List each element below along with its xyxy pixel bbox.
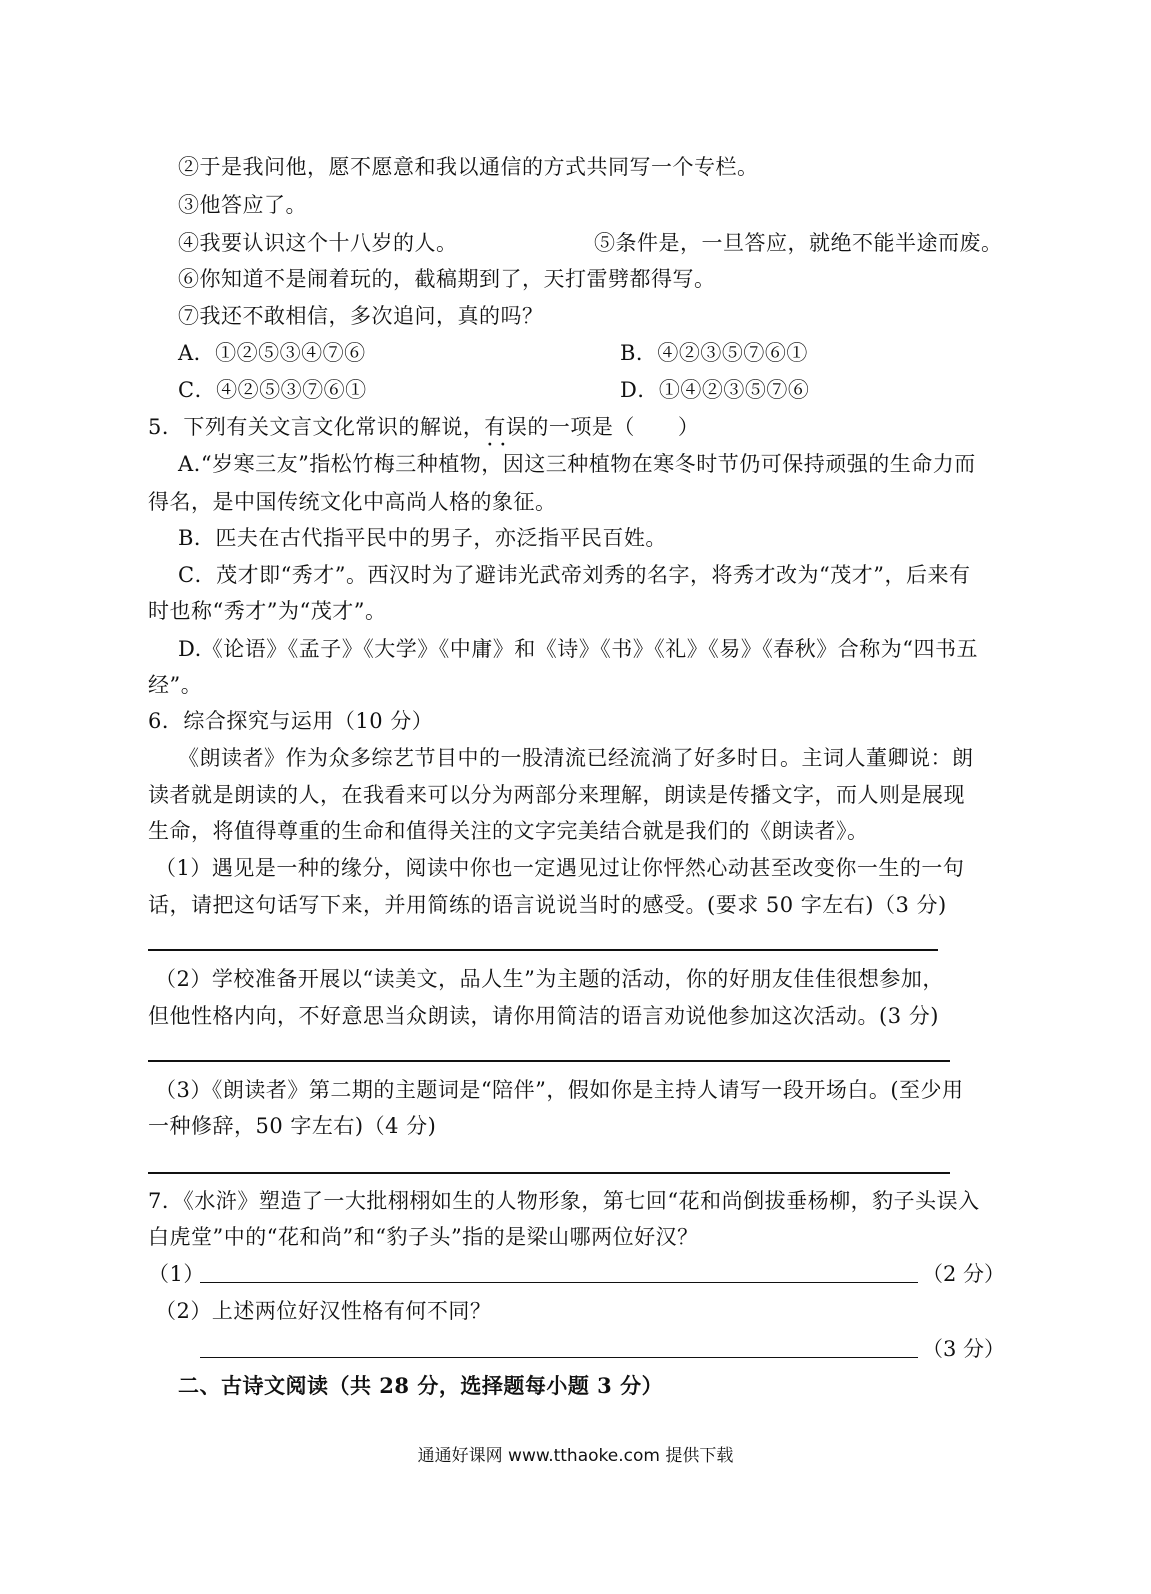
section-2-heading: 二、古诗文阅读（共 28 分，选择题每小题 3 分） (178, 1373, 664, 1398)
q5-option-b: B．匹夫在古代指平民中的男子，亦泛指平民百姓。 (178, 526, 667, 550)
q7-sub2-label: （2）上述两位好汉性格有何不同？ (155, 1299, 492, 1323)
q4-option-a: A．①②⑤③④⑦⑥ (178, 341, 366, 365)
q6-sub3-answer-line[interactable] (148, 1172, 950, 1174)
q6-para-line1: 《朗读者》作为众多综艺节目中的一股清流已经流淌了好多时日。主词人董卿说：朗 (178, 746, 974, 770)
q7-sub1-label: （1） (148, 1262, 205, 1286)
q7-sub2-score: （3 分） (922, 1337, 1006, 1361)
q6-sub1-line2: 话，请把这句话写下来，并用简练的语言说说当时的感受。(要求 50 字左右)（3 分) (148, 893, 947, 917)
q5-stem-post: 的一项是（ ） (527, 415, 700, 439)
q7-stem-line2: 白虎堂”中的“花和尚”和“豹子头”指的是梁山哪两位好汉？ (148, 1225, 699, 1249)
q6-para-line3: 生命，将值得尊重的生命和值得关注的文字完美结合就是我们的《朗读者》。 (148, 819, 869, 843)
q5-option-a-line1: A.“岁寒三友”指松竹梅三种植物，因这三种植物在寒冬时节仍可保持顽强的生命力而 (178, 452, 976, 476)
q6-sub1-line1: （1）遇见是一种的缘分，阅读中你也一定遇见过让你怦然心动甚至改变你一生的一句 (155, 856, 965, 880)
q4-sentence-2: ②于是我问他，愿不愿意和我以通信的方式共同写一个专栏。 (178, 155, 759, 179)
q4-option-b: B．④②③⑤⑦⑥① (620, 341, 808, 365)
q5-option-d-line1: D.《论语》《孟子》《大学》《中庸》和《诗》《书》《礼》《易》《春秋》合称为“四书五 (178, 637, 978, 661)
q5-option-d-line2: 经”。 (148, 673, 203, 697)
q5-option-c-line2: 时也称“秀才”为“茂才”。 (148, 599, 387, 623)
q5-stem (148, 412, 699, 442)
q6-sub1-answer-line[interactable] (148, 949, 938, 951)
q5-option-c-line1: C．茂才即“秀才”。西汉时为了避讳光武帝刘秀的名字，将秀才改为“茂才”，后来有 (178, 563, 971, 587)
q6-sub3-line1: （3）《朗读者》第二期的主题词是“陪伴”，假如你是主持人请写一段开场白。(至少用 (155, 1078, 964, 1102)
q5-stem-pre: 5．下列有关文言文化常识的解说， (148, 415, 485, 439)
q5-stem-emphasis: 有误 ·· (484, 415, 527, 439)
q4-sentence-6: ⑥你知道不是闹着玩的，截稿期到了，天打雷劈都得写。 (178, 267, 716, 291)
q6-para-line2: 读者就是朗读的人，在我看来可以分为两部分来理解，朗读是传播文字，而人则是展现 (148, 783, 965, 807)
q6-sub2-line1: （2）学校准备开展以“读美文，品人生”为主题的活动，你的好朋友佳佳很想参加， (155, 967, 944, 991)
q7-sub1-score: （2 分） (922, 1262, 1006, 1286)
q4-sentence-4: ④我要认识这个十八岁的人。 (178, 231, 458, 255)
page-footer: 通通好课网 www.tthaoke.com 提供下载 (417, 1446, 734, 1466)
q6-sub3-line2: 一种修辞，50 字左右)（4 分) (148, 1114, 437, 1138)
q7-stem-line1: 7．《水浒》塑造了一大批栩栩如生的人物形象，第七回“花和尚倒拔垂杨柳，豹子头误入 (148, 1189, 980, 1213)
q6-sub2-line2: 但他性格内向，不好意思当众朗读，请你用简洁的语言劝说他参加这次活动。(3 分) (148, 1004, 939, 1028)
q4-sentence-3: ③他答应了。 (178, 193, 307, 217)
q4-sentence-5: ⑤条件是，一旦答应，就绝不能半途而废。 (594, 231, 1003, 255)
q4-option-d: D．①④②③⑤⑦⑥ (620, 378, 810, 402)
q5-option-a-line2: 得名，是中国传统文化中高尚人格的象征。 (148, 490, 557, 514)
q7-sub2-answer-line[interactable] (200, 1357, 918, 1358)
q6-sub2-answer-line[interactable] (148, 1060, 950, 1062)
q4-sentence-7: ⑦我还不敢相信，多次追问，真的吗？ (178, 304, 544, 328)
q7-sub1-answer-line[interactable] (200, 1282, 918, 1283)
q4-option-c: C．④②⑤③⑦⑥① (178, 378, 367, 402)
q6-title: 6．综合探究与运用（10 分） (148, 709, 434, 733)
